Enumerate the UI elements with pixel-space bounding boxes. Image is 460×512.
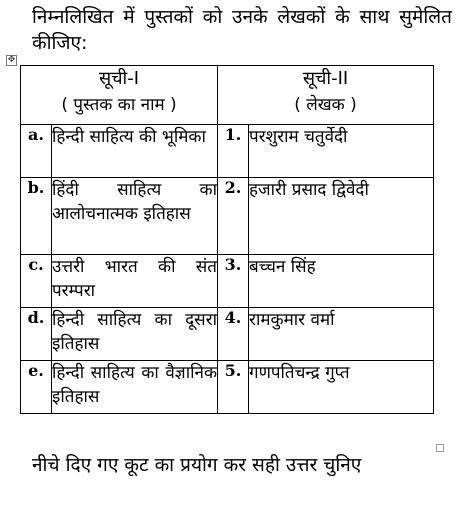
author-name: परशुराम चतुर्वेदी: [249, 125, 434, 178]
author-number: 1.: [218, 125, 249, 178]
list2-subtitle: ( लेखक ): [294, 95, 357, 115]
book-name: हिंदी साहित्य का आलोचनात्मक इतिहास: [52, 178, 218, 255]
table-move-handle-icon[interactable]: ✥: [7, 55, 16, 65]
table-row: [21, 178, 434, 255]
row-label: a.: [21, 125, 52, 178]
list2-title: सूची-II: [302, 68, 349, 89]
list1-title: सूची-I: [98, 68, 140, 89]
table-row: [21, 125, 434, 178]
book-name: हिन्दी साहित्य की भूमिका: [52, 125, 218, 178]
book-name: उत्तरी भारत की संत परम्परा: [52, 255, 218, 308]
list1-subtitle: ( पुस्तक का नाम ): [61, 95, 177, 115]
author-name: गणपतिचन्द्र गुप्त: [249, 361, 434, 414]
author-name: हजारी प्रसाद द्विवेदी: [249, 178, 434, 255]
row-label: c.: [21, 255, 52, 308]
list2-header: [218, 66, 434, 125]
table-row: [21, 308, 434, 361]
author-number: 3.: [218, 255, 249, 308]
table-resize-handle[interactable]: [436, 444, 444, 452]
list1-header: [21, 66, 218, 125]
author-number: 2.: [218, 178, 249, 255]
table-row: [21, 255, 434, 308]
row-label: e.: [21, 361, 52, 414]
question-text: निम्नलिखित में पुस्तकों को उनके लेखकों के साथ सुमेलित कीजिए:: [32, 6, 452, 54]
author-number: 5.: [218, 361, 249, 414]
table-row: [21, 361, 434, 414]
author-name: बच्चन सिंह: [249, 255, 434, 308]
row-label: b.: [21, 178, 52, 255]
row-label: d.: [21, 308, 52, 361]
book-name: हिन्दी साहित्य का दूसरा इतिहास: [52, 308, 218, 361]
book-name: हिन्दी साहित्य का वैज्ञानिक इतिहास: [52, 361, 218, 414]
matching-table: [20, 65, 434, 414]
instruction-text: नीचे दिए गए कूट का प्रयोग कर सही उत्तर चुनिए: [32, 454, 362, 476]
table-header-row: [21, 66, 434, 125]
author-number: 4.: [218, 308, 249, 361]
author-name: रामकुमार वर्मा: [249, 308, 434, 361]
